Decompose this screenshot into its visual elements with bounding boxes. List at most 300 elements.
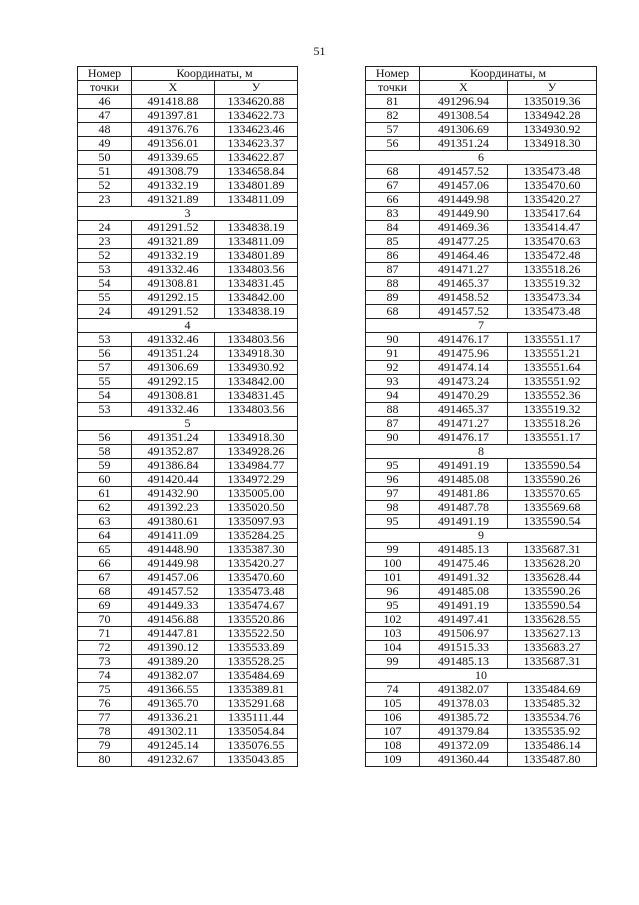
y-coordinate-cell: 1334831.45 <box>215 389 298 403</box>
x-coordinate-cell: 491366.55 <box>132 683 215 697</box>
table-row <box>78 151 298 165</box>
point-number-header-line2: точки <box>78 81 132 95</box>
y-coordinate-cell: 1335417.64 <box>508 207 597 221</box>
point-number-cell: 67 <box>366 179 420 193</box>
x-coordinate-cell: 491485.08 <box>420 585 508 599</box>
section-row <box>366 445 597 459</box>
point-number-cell: 106 <box>366 711 420 725</box>
section-number: 9 <box>366 529 597 543</box>
y-coordinate-cell: 1335473.48 <box>508 305 597 319</box>
x-coordinate-cell: 491296.94 <box>420 95 508 109</box>
x-coordinate-cell: 491306.69 <box>420 123 508 137</box>
point-number-cell: 90 <box>366 431 420 445</box>
y-coordinate-cell: 1335551.17 <box>508 333 597 347</box>
table-row <box>78 669 298 683</box>
table-row <box>366 543 597 557</box>
table-row <box>366 557 597 571</box>
table-row <box>366 627 597 641</box>
point-number-cell: 99 <box>366 543 420 557</box>
y-coordinate-cell: 1334918.30 <box>508 137 597 151</box>
y-coordinate-cell: 1335019.36 <box>508 95 597 109</box>
coordinates-header: Координаты, м <box>420 67 597 81</box>
x-coordinate-cell: 491379.84 <box>420 725 508 739</box>
x-coordinate-cell: 491308.54 <box>420 109 508 123</box>
table-row <box>366 571 597 585</box>
point-number-cell: 52 <box>78 249 132 263</box>
point-number-cell: 97 <box>366 487 420 501</box>
point-number-cell: 53 <box>78 403 132 417</box>
y-coordinate-cell: 1335470.60 <box>508 179 597 193</box>
x-coordinate-cell: 491302.11 <box>132 725 215 739</box>
point-number-cell: 92 <box>366 361 420 375</box>
y-coordinate-cell: 1334838.19 <box>215 221 298 235</box>
table-row <box>78 221 298 235</box>
y-coordinate-cell: 1334622.73 <box>215 109 298 123</box>
table-row <box>78 263 298 277</box>
point-number-cell: 64 <box>78 529 132 543</box>
table-row <box>366 515 597 529</box>
x-coordinate-cell: 491292.15 <box>132 375 215 389</box>
point-number-cell: 68 <box>78 585 132 599</box>
table-row <box>78 557 298 571</box>
x-coordinate-cell: 491332.19 <box>132 249 215 263</box>
point-number-cell: 91 <box>366 347 420 361</box>
y-coordinate-cell: 1335569.68 <box>508 501 597 515</box>
y-coordinate-cell: 1334623.46 <box>215 123 298 137</box>
y-coordinate-cell: 1335687.31 <box>508 655 597 669</box>
x-coordinate-cell: 491485.13 <box>420 543 508 557</box>
x-coordinate-cell: 491365.70 <box>132 697 215 711</box>
y-coordinate-cell: 1334918.30 <box>215 431 298 445</box>
y-coordinate-cell: 1334984.77 <box>215 459 298 473</box>
x-coordinate-cell: 491457.06 <box>420 179 508 193</box>
x-coordinate-cell: 491491.19 <box>420 515 508 529</box>
x-coordinate-cell: 491291.52 <box>132 221 215 235</box>
coordinates-header: Координаты, м <box>132 67 298 81</box>
y-coordinate-cell: 1335389.81 <box>215 683 298 697</box>
x-coordinate-cell: 491491.19 <box>420 599 508 613</box>
table-row <box>366 417 597 431</box>
point-number-header: Номер <box>366 67 420 81</box>
y-coordinate-cell: 1335534.76 <box>508 711 597 725</box>
y-column-header: У <box>508 81 597 95</box>
y-coordinate-cell: 1335551.64 <box>508 361 597 375</box>
table-row <box>366 207 597 221</box>
table-row <box>78 655 298 669</box>
point-number-cell: 55 <box>78 291 132 305</box>
table-row <box>78 137 298 151</box>
table-row <box>78 543 298 557</box>
point-number-cell: 87 <box>366 263 420 277</box>
x-coordinate-cell: 491457.06 <box>132 571 215 585</box>
y-coordinate-cell: 1334928.26 <box>215 445 298 459</box>
point-number-cell: 88 <box>366 403 420 417</box>
table-row <box>366 305 597 319</box>
point-number-cell: 51 <box>78 165 132 179</box>
x-coordinate-cell: 491321.89 <box>132 193 215 207</box>
point-number-cell: 23 <box>78 193 132 207</box>
section-number: 10 <box>366 669 597 683</box>
point-number-cell: 107 <box>366 725 420 739</box>
y-coordinate-cell: 1334623.37 <box>215 137 298 151</box>
table-row <box>78 95 298 109</box>
y-coordinate-cell: 1335291.68 <box>215 697 298 711</box>
table-row <box>78 711 298 725</box>
table-row <box>78 235 298 249</box>
y-coordinate-cell: 1335520.86 <box>215 613 298 627</box>
y-coordinate-cell: 1334622.87 <box>215 151 298 165</box>
y-coordinate-cell: 1335528.25 <box>215 655 298 669</box>
table-row <box>366 123 597 137</box>
y-coordinate-cell: 1335628.55 <box>508 613 597 627</box>
x-coordinate-cell: 491332.46 <box>132 403 215 417</box>
x-coordinate-cell: 491336.21 <box>132 711 215 725</box>
x-coordinate-cell: 491471.27 <box>420 417 508 431</box>
y-coordinate-cell: 1335590.26 <box>508 585 597 599</box>
y-coordinate-cell: 1335473.34 <box>508 291 597 305</box>
point-number-cell: 24 <box>78 305 132 319</box>
table-row <box>366 375 597 389</box>
table-row <box>78 165 298 179</box>
point-number-cell: 53 <box>78 333 132 347</box>
table-row <box>366 389 597 403</box>
table-row <box>366 473 597 487</box>
table-row <box>366 277 597 291</box>
section-row <box>78 207 298 221</box>
point-number-cell: 72 <box>78 641 132 655</box>
point-number-cell: 81 <box>366 95 420 109</box>
point-number-cell: 67 <box>78 571 132 585</box>
point-number-cell: 70 <box>78 613 132 627</box>
table-row <box>78 277 298 291</box>
point-number-cell: 87 <box>366 417 420 431</box>
point-number-cell: 96 <box>366 473 420 487</box>
section-row <box>366 529 597 543</box>
y-coordinate-cell: 1334842.00 <box>215 291 298 305</box>
y-coordinate-cell: 1335054.84 <box>215 725 298 739</box>
y-coordinate-cell: 1335628.44 <box>508 571 597 585</box>
point-number-cell: 95 <box>366 599 420 613</box>
table-row <box>366 739 597 753</box>
section-row <box>78 319 298 333</box>
point-number-cell: 75 <box>78 683 132 697</box>
point-number-cell: 56 <box>78 347 132 361</box>
point-number-cell: 47 <box>78 109 132 123</box>
table-row <box>78 585 298 599</box>
table-row <box>366 431 597 445</box>
table-row <box>78 739 298 753</box>
x-coordinate-cell: 491485.13 <box>420 655 508 669</box>
point-number-cell: 94 <box>366 389 420 403</box>
point-number-cell: 104 <box>366 641 420 655</box>
table-row <box>78 459 298 473</box>
point-number-cell: 24 <box>78 221 132 235</box>
x-coordinate-cell: 491485.08 <box>420 473 508 487</box>
table-row <box>78 291 298 305</box>
x-coordinate-cell: 491506.97 <box>420 627 508 641</box>
point-number-cell: 109 <box>366 753 420 767</box>
x-coordinate-cell: 491291.52 <box>132 305 215 319</box>
y-coordinate-cell: 1335551.17 <box>508 431 597 445</box>
y-coordinate-cell: 1335387.30 <box>215 543 298 557</box>
table-row <box>78 193 298 207</box>
table-row <box>78 347 298 361</box>
table-row <box>78 725 298 739</box>
y-coordinate-cell: 1335535.92 <box>508 725 597 739</box>
y-coordinate-cell: 1334803.56 <box>215 263 298 277</box>
point-number-cell: 54 <box>78 389 132 403</box>
y-coordinate-cell: 1334801.89 <box>215 179 298 193</box>
x-coordinate-cell: 491474.14 <box>420 361 508 375</box>
y-coordinate-cell: 1334803.56 <box>215 403 298 417</box>
x-coordinate-cell: 491491.32 <box>420 571 508 585</box>
x-coordinate-cell: 491420.44 <box>132 473 215 487</box>
y-coordinate-cell: 1335518.26 <box>508 263 597 277</box>
x-coordinate-cell: 491308.81 <box>132 277 215 291</box>
x-coordinate-cell: 491449.90 <box>420 207 508 221</box>
x-coordinate-cell: 491351.24 <box>132 347 215 361</box>
x-coordinate-cell: 491356.01 <box>132 137 215 151</box>
y-coordinate-cell: 1335470.60 <box>215 571 298 585</box>
section-number: 8 <box>366 445 597 459</box>
table-row <box>366 137 597 151</box>
y-coordinate-cell: 1334838.19 <box>215 305 298 319</box>
x-coordinate-cell: 491321.89 <box>132 235 215 249</box>
x-column-header: X <box>420 81 508 95</box>
x-coordinate-cell: 491449.98 <box>132 557 215 571</box>
x-coordinate-cell: 491332.46 <box>132 263 215 277</box>
y-coordinate-cell: 1334972.29 <box>215 473 298 487</box>
table-row <box>366 361 597 375</box>
point-number-cell: 76 <box>78 697 132 711</box>
coordinates-table-left <box>77 66 298 767</box>
point-number-cell: 48 <box>78 123 132 137</box>
table-row <box>366 249 597 263</box>
table-row <box>78 445 298 459</box>
table-row <box>78 179 298 193</box>
section-number: 3 <box>78 207 298 221</box>
point-number-cell: 52 <box>78 179 132 193</box>
y-coordinate-cell: 1335485.32 <box>508 697 597 711</box>
y-coordinate-cell: 1335005.00 <box>215 487 298 501</box>
x-coordinate-cell: 491458.52 <box>420 291 508 305</box>
y-coordinate-cell: 1335420.27 <box>508 193 597 207</box>
x-coordinate-cell: 491470.29 <box>420 389 508 403</box>
point-number-cell: 65 <box>78 543 132 557</box>
table-row <box>78 333 298 347</box>
y-coordinate-cell: 1334842.00 <box>215 375 298 389</box>
y-coordinate-cell: 1335484.69 <box>215 669 298 683</box>
y-coordinate-cell: 1335683.27 <box>508 641 597 655</box>
x-coordinate-cell: 491476.17 <box>420 333 508 347</box>
table-row <box>78 599 298 613</box>
y-coordinate-cell: 1335570.65 <box>508 487 597 501</box>
y-coordinate-cell: 1334803.56 <box>215 333 298 347</box>
y-coordinate-cell: 1335473.48 <box>215 585 298 599</box>
y-coordinate-cell: 1334930.92 <box>215 361 298 375</box>
point-number-cell: 83 <box>366 207 420 221</box>
table-row <box>366 641 597 655</box>
x-coordinate-cell: 491457.52 <box>420 305 508 319</box>
point-number-cell: 98 <box>366 501 420 515</box>
table-row <box>78 515 298 529</box>
table-row <box>366 613 597 627</box>
table-row <box>366 347 597 361</box>
point-number-cell: 50 <box>78 151 132 165</box>
x-coordinate-cell: 491456.88 <box>132 613 215 627</box>
x-coordinate-cell: 491382.07 <box>132 669 215 683</box>
x-coordinate-cell: 491372.09 <box>420 739 508 753</box>
x-coordinate-cell: 491418.88 <box>132 95 215 109</box>
y-coordinate-cell: 1335590.54 <box>508 459 597 473</box>
x-coordinate-cell: 491378.03 <box>420 697 508 711</box>
x-coordinate-cell: 491308.79 <box>132 165 215 179</box>
point-number-cell: 102 <box>366 613 420 627</box>
point-number-cell: 53 <box>78 263 132 277</box>
table-row <box>78 501 298 515</box>
table-row <box>366 585 597 599</box>
section-row <box>366 319 597 333</box>
x-coordinate-cell: 491477.25 <box>420 235 508 249</box>
x-coordinate-cell: 491475.96 <box>420 347 508 361</box>
x-coordinate-cell: 491390.12 <box>132 641 215 655</box>
table-row <box>78 697 298 711</box>
x-coordinate-cell: 491475.46 <box>420 557 508 571</box>
x-coordinate-cell: 491491.19 <box>420 459 508 473</box>
x-coordinate-cell: 491306.69 <box>132 361 215 375</box>
point-number-cell: 68 <box>366 165 420 179</box>
point-number-cell: 61 <box>78 487 132 501</box>
y-coordinate-cell: 1334930.92 <box>508 123 597 137</box>
point-number-cell: 80 <box>78 753 132 767</box>
table-row <box>78 753 298 767</box>
x-coordinate-cell: 491497.41 <box>420 613 508 627</box>
y-coordinate-cell: 1335473.48 <box>508 165 597 179</box>
x-coordinate-cell: 491469.36 <box>420 221 508 235</box>
y-column-header: У <box>215 81 298 95</box>
y-coordinate-cell: 1334831.45 <box>215 277 298 291</box>
point-number-cell: 95 <box>366 459 420 473</box>
table-body-left <box>78 95 298 767</box>
table-row <box>78 473 298 487</box>
y-coordinate-cell: 1335284.25 <box>215 529 298 543</box>
x-coordinate-cell: 491487.78 <box>420 501 508 515</box>
table-body-right <box>366 95 597 767</box>
y-coordinate-cell: 1335522.50 <box>215 627 298 641</box>
y-coordinate-cell: 1334811.09 <box>215 193 298 207</box>
x-coordinate-cell: 491386.84 <box>132 459 215 473</box>
table-row <box>366 235 597 249</box>
section-row <box>366 151 597 165</box>
y-coordinate-cell: 1335590.54 <box>508 599 597 613</box>
x-coordinate-cell: 491457.52 <box>132 585 215 599</box>
x-coordinate-cell: 491465.37 <box>420 403 508 417</box>
table-row <box>366 655 597 669</box>
point-number-cell: 86 <box>366 249 420 263</box>
y-coordinate-cell: 1335687.31 <box>508 543 597 557</box>
y-coordinate-cell: 1335590.54 <box>508 515 597 529</box>
point-number-cell: 103 <box>366 627 420 641</box>
x-coordinate-cell: 491476.17 <box>420 431 508 445</box>
point-number-cell: 108 <box>366 739 420 753</box>
y-coordinate-cell: 1335552.36 <box>508 389 597 403</box>
x-coordinate-cell: 491464.46 <box>420 249 508 263</box>
y-coordinate-cell: 1335097.93 <box>215 515 298 529</box>
table-row <box>366 221 597 235</box>
y-coordinate-cell: 1335487.80 <box>508 753 597 767</box>
x-coordinate-cell: 491473.24 <box>420 375 508 389</box>
y-coordinate-cell: 1335519.32 <box>508 403 597 417</box>
x-coordinate-cell: 491447.81 <box>132 627 215 641</box>
table-row <box>366 95 597 109</box>
x-coordinate-cell: 491360.44 <box>420 753 508 767</box>
point-number-cell: 85 <box>366 235 420 249</box>
y-coordinate-cell: 1335627.13 <box>508 627 597 641</box>
x-coordinate-cell: 491385.72 <box>420 711 508 725</box>
point-number-cell: 23 <box>78 235 132 249</box>
table-row <box>78 389 298 403</box>
point-number-cell: 74 <box>78 669 132 683</box>
table-row <box>78 487 298 501</box>
point-number-cell: 66 <box>366 193 420 207</box>
table-row <box>366 753 597 767</box>
y-coordinate-cell: 1335551.92 <box>508 375 597 389</box>
point-number-cell: 82 <box>366 109 420 123</box>
point-number-header: Номер <box>78 67 132 81</box>
point-number-cell: 89 <box>366 291 420 305</box>
section-row <box>78 417 298 431</box>
x-coordinate-cell: 491432.90 <box>132 487 215 501</box>
table-row <box>366 683 597 697</box>
point-number-cell: 71 <box>78 627 132 641</box>
y-coordinate-cell: 1335486.14 <box>508 739 597 753</box>
point-number-cell: 88 <box>366 277 420 291</box>
point-number-cell: 55 <box>78 375 132 389</box>
table-row <box>366 599 597 613</box>
table-row <box>366 179 597 193</box>
x-coordinate-cell: 491245.14 <box>132 739 215 753</box>
section-number: 6 <box>366 151 597 165</box>
y-coordinate-cell: 1334811.09 <box>215 235 298 249</box>
x-coordinate-cell: 491292.15 <box>132 291 215 305</box>
point-number-cell: 68 <box>366 305 420 319</box>
point-number-cell: 69 <box>78 599 132 613</box>
x-coordinate-cell: 491308.81 <box>132 389 215 403</box>
x-coordinate-cell: 491449.98 <box>420 193 508 207</box>
point-number-cell: 105 <box>366 697 420 711</box>
table-row <box>366 193 597 207</box>
table-row <box>366 487 597 501</box>
point-number-cell: 60 <box>78 473 132 487</box>
table-row <box>366 697 597 711</box>
x-coordinate-cell: 491448.90 <box>132 543 215 557</box>
x-coordinate-cell: 491465.37 <box>420 277 508 291</box>
y-coordinate-cell: 1334801.89 <box>215 249 298 263</box>
table-row <box>78 123 298 137</box>
point-number-cell: 96 <box>366 585 420 599</box>
table-row <box>78 431 298 445</box>
table-row <box>78 403 298 417</box>
y-coordinate-cell: 1335518.26 <box>508 417 597 431</box>
x-coordinate-cell: 491392.23 <box>132 501 215 515</box>
point-number-cell: 54 <box>78 277 132 291</box>
table-row <box>366 291 597 305</box>
point-number-cell: 62 <box>78 501 132 515</box>
point-number-cell: 100 <box>366 557 420 571</box>
x-coordinate-cell: 491471.27 <box>420 263 508 277</box>
point-number-cell: 90 <box>366 333 420 347</box>
table-row <box>78 361 298 375</box>
